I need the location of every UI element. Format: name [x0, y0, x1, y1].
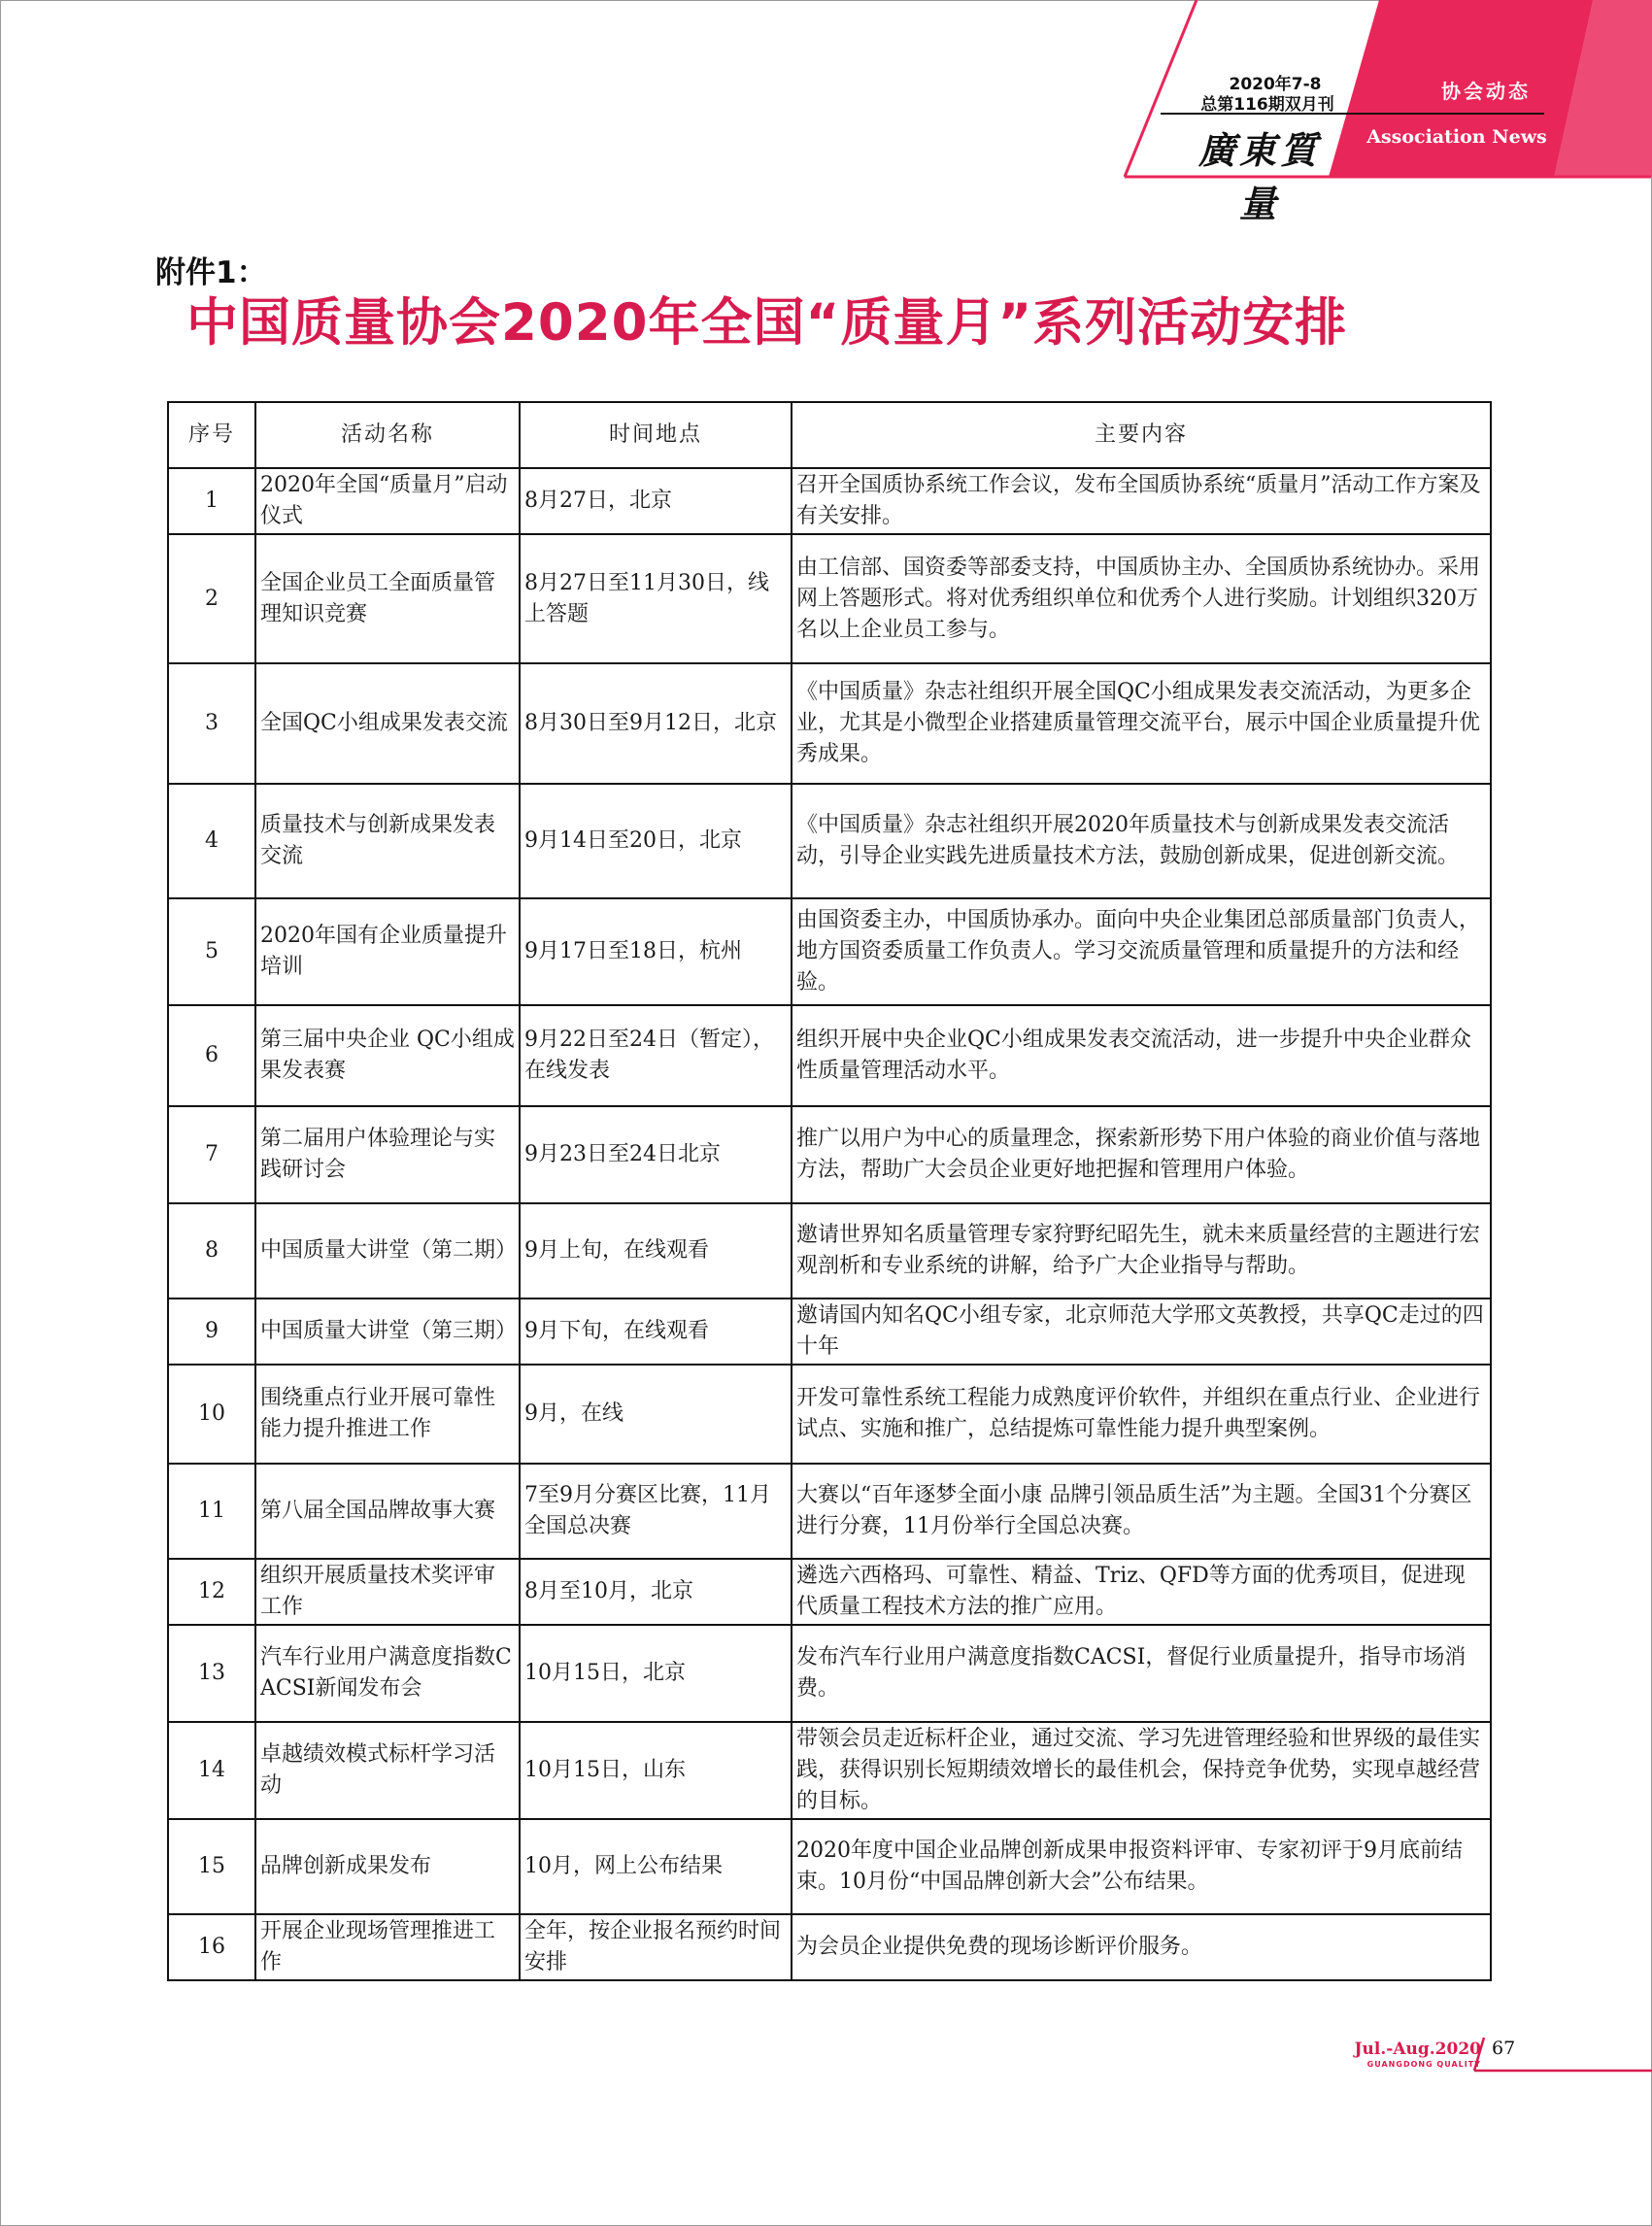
- table-row: [168, 534, 1491, 663]
- page-title: 中国质量协会2020年全国“质量月”系列活动安排: [186, 293, 1348, 353]
- row-index: 14: [168, 1722, 255, 1819]
- table-row: [168, 898, 1491, 1005]
- main-content: 2020年度中国企业品牌创新成果申报资料评审、专家初评于9月底前结束。10月份“中国品牌创新大会”公布结果。: [792, 1819, 1491, 1914]
- row-index: 12: [168, 1559, 255, 1625]
- row-index: 3: [168, 663, 255, 784]
- activity-name: 全国企业员工全面质量管理知识竞赛: [255, 534, 520, 663]
- main-content: 《中国质量》杂志社组织开展2020年质量技术与创新成果发表交流活动，引导企业实践先进质量技术方法，鼓励创新成果，促进创新交流。: [792, 784, 1491, 898]
- row-index: 8: [168, 1203, 255, 1298]
- time-place: 全年，按企业报名预约时间安排: [520, 1914, 792, 1980]
- table-row: [168, 1464, 1491, 1559]
- main-content: 推广以用户为中心的质量理念，探索新形势下用户体验的商业价值与落地方法，帮助广大会员企业更好地把握和管理用户体验。: [792, 1106, 1491, 1203]
- activity-name: 中国质量大讲堂（第二期）: [255, 1203, 520, 1298]
- row-index: 11: [168, 1464, 255, 1559]
- activity-name: 2020年全国“质量月”启动仪式: [255, 468, 520, 534]
- activity-name: 开展企业现场管理推进工作: [255, 1914, 520, 1980]
- header-time-place: 时间地点: [520, 402, 792, 468]
- main-content: 《中国质量》杂志社组织开展全国QC小组成果发表交流活动，为更多企业，尤其是小微型企业搭建质量管理交流平台，展示中国企业质量提升优秀成果。: [792, 663, 1491, 784]
- time-place: 10月15日，山东: [520, 1722, 792, 1819]
- activity-name: 组织开展质量技术奖评审工作: [255, 1559, 520, 1625]
- row-index: 15: [168, 1819, 255, 1914]
- time-place: 10月，网上公布结果: [520, 1819, 792, 1914]
- row-index: 2: [168, 534, 255, 663]
- main-content: 由国资委主办，中国质协承办。面向中央企业集团总部质量部门负责人，地方国资委质量工作负责人。学习交流质量管理和质量提升的方法和经验。: [792, 898, 1491, 1005]
- activity-name: 卓越绩效模式标杆学习活动: [255, 1722, 520, 1819]
- row-index: 6: [168, 1005, 255, 1106]
- activity-name: 第二届用户体验理论与实践研讨会: [255, 1106, 520, 1203]
- main-content: 大赛以“百年逐梦全面小康 品牌引领品质生活”为主题。全国31个分赛区进行分赛，11月份举行全国总决赛。: [792, 1464, 1491, 1559]
- main-content: 组织开展中央企业QC小组成果发表交流活动，进一步提升中央企业群众性质量管理活动水平。: [792, 1005, 1491, 1106]
- table-row: [168, 1819, 1491, 1914]
- table-row: [168, 1365, 1491, 1464]
- time-place: 8月27日至11月30日，线上答题: [520, 534, 792, 663]
- activity-schedule-table: [167, 401, 1492, 1981]
- footer-magazine-name: GUANGDONG QUALITY: [1366, 2060, 1481, 2069]
- main-content: 为会员企业提供免费的现场诊断评价服务。: [792, 1914, 1491, 1980]
- magazine-logo: 廣東質量: [1197, 128, 1321, 225]
- time-place: 9月下旬，在线观看: [520, 1298, 792, 1365]
- activity-name: 第三届中央企业 QC小组成果发表赛: [255, 1005, 520, 1106]
- main-content: 带领会员走近标杆企业，通过交流、学习先进管理经验和世界级的最佳实践，获得识别长短期绩效增长的最佳机会，保持竞争优势，实现卓越经营的目标。: [792, 1722, 1491, 1819]
- table-row: [168, 1722, 1491, 1819]
- attachment-label: 附件1：: [155, 255, 267, 290]
- main-content: 发布汽车行业用户满意度指数CACSI，督促行业质量提升，指导市场消费。: [792, 1625, 1491, 1722]
- header-index: 序号: [168, 402, 255, 468]
- activity-name: 中国质量大讲堂（第三期）: [255, 1298, 520, 1365]
- row-index: 16: [168, 1914, 255, 1980]
- table-row: [168, 1625, 1491, 1722]
- row-index: 10: [168, 1365, 255, 1464]
- row-index: 4: [168, 784, 255, 898]
- time-place: 9月，在线: [520, 1365, 792, 1464]
- issue-date: 2020年7-8: [1229, 75, 1322, 94]
- main-content: 开发可靠性系统工程能力成熟度评价软件，并组织在重点行业、企业进行试点、实施和推广，总结提炼可靠性能力提升典型案例。: [792, 1365, 1491, 1464]
- section-title-en: Association News: [1366, 126, 1547, 148]
- table-header-row: [168, 402, 1491, 468]
- row-index: 1: [168, 468, 255, 534]
- table-row: [168, 1559, 1491, 1625]
- time-place: 9月17日至18日，杭州: [520, 898, 792, 1005]
- section-title-cn: 协会动态: [1441, 80, 1531, 103]
- time-place: 7至9月分赛区比赛，11月全国总决赛: [520, 1464, 792, 1559]
- table-row: [168, 1005, 1491, 1106]
- activity-name: 第八届全国品牌故事大赛: [255, 1464, 520, 1559]
- row-index: 9: [168, 1298, 255, 1365]
- time-place: 9月上旬，在线观看: [520, 1203, 792, 1298]
- issue-number: 总第116期双月刊: [1200, 95, 1334, 115]
- row-index: 13: [168, 1625, 255, 1722]
- activity-name: 2020年国有企业质量提升培训: [255, 898, 520, 1005]
- table-row: [168, 1914, 1491, 1980]
- table-row: [168, 784, 1491, 898]
- time-place: 8月至10月，北京: [520, 1559, 792, 1625]
- main-content: 遴选六西格玛、可靠性、精益、Triz、QFD等方面的优秀项目，促进现代质量工程技术方法的推广应用。: [792, 1559, 1491, 1625]
- footer-issue-date: Jul.-Aug.2020: [1354, 2040, 1481, 2059]
- table-row: [168, 663, 1491, 784]
- table-row: [168, 1298, 1491, 1365]
- header-diagonal-line: [1125, 0, 1197, 177]
- activity-name: 围绕重点行业开展可靠性能力提升推进工作: [255, 1365, 520, 1464]
- time-place: 10月15日，北京: [520, 1625, 792, 1722]
- footer-ornament: [1321, 2030, 1652, 2088]
- time-place: 9月22日至24日（暂定），在线发表: [520, 1005, 792, 1106]
- main-content: 由工信部、国资委等部委支持，中国质协主办、全国质协系统协办。采用网上答题形式。将对优秀组织单位和优秀个人进行奖励。计划组织320万名以上企业员工参与。: [792, 534, 1491, 663]
- activity-name: 汽车行业用户满意度指数CACSI新闻发布会: [255, 1625, 520, 1722]
- time-place: 8月30日至9月12日，北京: [520, 663, 792, 784]
- page-number: 67: [1492, 2038, 1516, 2059]
- main-content: 召开全国质协系统工作会议，发布全国质协系统“质量月”活动工作方案及有关安排。: [792, 468, 1491, 534]
- main-content: 邀请国内知名QC小组专家，北京师范大学邢文英教授，共享QC走过的四十年: [792, 1298, 1491, 1365]
- main-content: 邀请世界知名质量管理专家狩野纪昭先生，就未来质量经营的主题进行宏观剖析和专业系统的讲解，给予广大企业指导与帮助。: [792, 1203, 1491, 1298]
- time-place: 9月14日至20日，北京: [520, 784, 792, 898]
- activity-name: 全国QC小组成果发表交流: [255, 663, 520, 784]
- activity-name: 品牌创新成果发布: [255, 1819, 520, 1914]
- table-row: [168, 468, 1491, 534]
- row-index: 5: [168, 898, 255, 1005]
- header-main-content: 主要内容: [792, 402, 1491, 468]
- table-row: [168, 1106, 1491, 1203]
- row-index: 7: [168, 1106, 255, 1203]
- activity-name: 质量技术与创新成果发表交流: [255, 784, 520, 898]
- time-place: 8月27日，北京: [520, 468, 792, 534]
- table-row: [168, 1203, 1491, 1298]
- header-activity-name: 活动名称: [255, 402, 520, 468]
- time-place: 9月23日至24日北京: [520, 1106, 792, 1203]
